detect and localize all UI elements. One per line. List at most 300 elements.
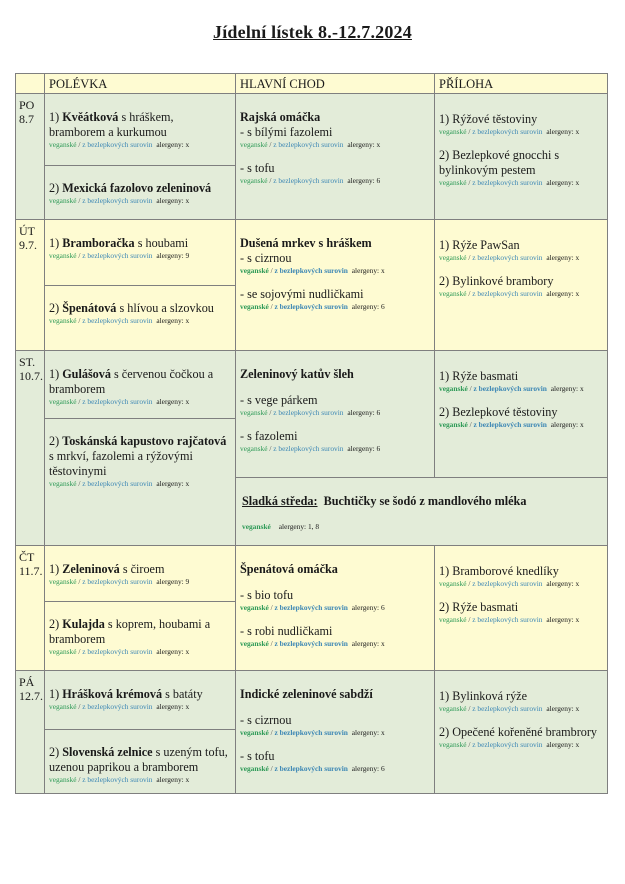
soup-cell (44, 729, 236, 794)
allergens-prefix: alergeny: (347, 444, 377, 453)
allergens (154, 577, 189, 586)
allergens-prefix: alergeny: (156, 251, 186, 260)
main-cell (235, 670, 435, 794)
dietary-meta (49, 577, 231, 587)
separator: / (267, 408, 272, 417)
dietary-meta (240, 140, 430, 150)
soup-number: 2) (49, 301, 60, 315)
allergens (154, 775, 189, 784)
side-item (439, 564, 603, 589)
main-variant (240, 125, 430, 150)
side-text: 1) Rýže PawSan (439, 238, 520, 252)
allergens-prefix: alergeny: (351, 639, 381, 648)
main-variant (240, 287, 430, 312)
soup-name: Špenátová (62, 301, 117, 315)
separator: / (76, 702, 81, 711)
side-item (439, 725, 603, 750)
side-text: 1) Bramborové knedlíky (439, 564, 559, 578)
allergens-value: x (575, 178, 580, 187)
dietary-meta (240, 639, 430, 649)
separator: / (76, 251, 81, 260)
gluten-free-label: z bezlepkových surovin (472, 178, 543, 187)
allergens (345, 140, 380, 149)
allergens-value: x (575, 740, 580, 749)
side-cell (434, 670, 608, 794)
separator: / (466, 704, 471, 713)
gluten-free-label: z bezlepkových surovin (273, 140, 344, 149)
separator: / (76, 196, 81, 205)
allergens-prefix: alergeny: (156, 702, 186, 711)
soup-number: 1) (49, 236, 60, 250)
vegan-label: veganské (240, 728, 269, 737)
dietary-meta (49, 479, 231, 489)
allergens-prefix: alergeny: (351, 302, 381, 311)
day-name: PO (19, 98, 35, 112)
allergens-prefix: alergeny: (156, 775, 186, 784)
allergens-value: x (380, 639, 385, 648)
main-cell (235, 219, 435, 351)
dietary-meta (439, 704, 603, 714)
main-variant-text: - s cizrnou (240, 713, 292, 727)
vegan-label: veganské (240, 603, 269, 612)
side-cell (434, 350, 608, 478)
soup-dish (49, 617, 231, 647)
vegan-label: veganské (49, 397, 77, 406)
side-cell (434, 219, 608, 351)
separator: / (76, 316, 81, 325)
day-date: 8.7 (19, 112, 34, 126)
soup-dish (49, 236, 231, 251)
main-variant (240, 429, 430, 454)
vegan-label: veganské (240, 444, 268, 453)
header-corner (15, 73, 45, 94)
separator: / (466, 740, 471, 749)
gluten-free-label: z bezlepkových surovin (82, 140, 153, 149)
sweet-label: Sladká středa: (242, 494, 318, 508)
soup-description: s houbami (134, 236, 189, 250)
separator: / (267, 140, 272, 149)
allergens-prefix: alergeny: (550, 384, 580, 393)
main-variant-text: - s tofu (240, 749, 275, 763)
main-dish-title: Dušená mrkev s hráškem (240, 236, 372, 250)
allergens (549, 384, 584, 393)
dietary-meta (439, 420, 603, 430)
side-text: 2) Bezlepkové gnocchi s bylinkovým pestem (439, 148, 560, 177)
dietary-meta (240, 266, 430, 276)
vegan-label: veganské (49, 251, 77, 260)
gluten-free-label: z bezlepkových surovin (274, 266, 348, 275)
soup-dish (49, 110, 231, 140)
vegan-label: veganské (240, 639, 269, 648)
day-cell (15, 219, 45, 351)
separator: / (76, 397, 81, 406)
vegan-label: veganské (240, 266, 269, 275)
dietary-meta (240, 728, 430, 738)
day-name: ÚT (19, 224, 35, 238)
side-item (439, 369, 603, 394)
dietary-meta (439, 384, 603, 394)
gluten-free-label: z bezlepkových surovin (473, 420, 547, 429)
separator: / (268, 639, 273, 648)
vegan-label: veganské (49, 702, 77, 711)
allergens-value: 6 (380, 302, 385, 311)
main-variant (240, 588, 430, 613)
allergens-prefix: alergeny: (546, 579, 576, 588)
main-variant (240, 161, 430, 186)
vegan-label: veganské (240, 176, 268, 185)
allergens-prefix: alergeny: (156, 397, 186, 406)
allergens-prefix: alergeny: (156, 140, 186, 149)
allergens-value: 6 (380, 603, 385, 612)
day-date: 10.7. (19, 369, 43, 383)
allergens-value: x (185, 316, 190, 325)
dietary-meta (49, 316, 231, 326)
vegan-label: veganské (49, 775, 77, 784)
allergens-prefix: alergeny: (546, 615, 576, 624)
allergens-prefix: alergeny: (351, 603, 381, 612)
gluten-free-label: z bezlepkových surovin (273, 408, 344, 417)
allergens-prefix: alergeny: (347, 408, 377, 417)
side-item (439, 148, 603, 188)
allergens (350, 728, 385, 737)
side-cell (434, 93, 608, 220)
soup-cell (44, 165, 236, 220)
main-variant (240, 749, 430, 774)
allergens (350, 639, 385, 648)
vegan-label: veganské (439, 579, 467, 588)
main-variant-text: - s cizrnou (240, 251, 292, 265)
side-cell (434, 545, 608, 671)
gluten-free-label: z bezlepkových surovin (472, 127, 543, 136)
allergens-prefix: alergeny: (546, 704, 576, 713)
allergens-value: x (185, 775, 190, 784)
soup-cell (44, 601, 236, 671)
main-variant-text: - s robi nudličkami (240, 624, 333, 638)
allergens-prefix: alergeny: (156, 316, 186, 325)
allergens-value: x (575, 127, 580, 136)
allergens (154, 479, 189, 488)
soup-dish (49, 687, 231, 702)
gluten-free-label: z bezlepkových surovin (472, 253, 543, 262)
dietary-meta (439, 579, 603, 589)
gluten-free-label: z bezlepkových surovin (82, 251, 153, 260)
soup-number: 1) (49, 110, 60, 124)
gluten-free-label: z bezlepkových surovin (82, 397, 153, 406)
soup-description: s červenou čočkou a bramborem (49, 367, 214, 396)
dietary-meta (240, 764, 430, 774)
allergens (154, 140, 189, 149)
soup-name: Gulášová (62, 367, 111, 381)
soup-description: s čiroem (119, 562, 165, 576)
allergens-value: x (185, 140, 190, 149)
allergens-value: x (185, 647, 190, 656)
allergens (350, 603, 385, 612)
soup-name: Kvěátková (62, 110, 119, 124)
day-date: 9.7. (19, 238, 37, 252)
allergens-value: x (185, 479, 190, 488)
allergens-prefix: alergeny: (156, 196, 186, 205)
gluten-free-label: z bezlepkových surovin (472, 615, 543, 624)
gluten-free-label: z bezlepkových surovin (274, 603, 348, 612)
day-date: 12.7. (19, 689, 43, 703)
soup-name: Slovenská zelnice (62, 745, 153, 759)
sweet-meta (242, 522, 601, 532)
separator: / (466, 127, 471, 136)
side-item (439, 405, 603, 430)
allergens-prefix: alergeny: (546, 178, 576, 187)
allergens (544, 740, 579, 749)
allergens (544, 178, 579, 187)
separator: / (76, 775, 81, 784)
main-variant (240, 624, 430, 649)
soup-name: Zeleninová (62, 562, 120, 576)
gluten-free-label: z bezlepkových surovin (274, 639, 348, 648)
soup-number: 2) (49, 181, 60, 195)
main-dish-title: Špenátová omáčka (240, 562, 338, 576)
main-variant (240, 713, 430, 738)
sweet-wednesday-cell (235, 477, 608, 546)
header-side: PŘÍLOHA (434, 73, 608, 94)
separator: / (76, 479, 81, 488)
soup-cell (44, 545, 236, 602)
allergens-value: x (380, 728, 385, 737)
header-soup: POLÉVKA (44, 73, 236, 94)
soup-dish (49, 434, 231, 479)
vegan-label: veganské (439, 420, 468, 429)
allergens-prefix: alergeny: (347, 140, 377, 149)
allergens (154, 397, 189, 406)
soup-number: 1) (49, 367, 60, 381)
gluten-free-label: z bezlepkových surovin (273, 444, 344, 453)
allergens-prefix: alergeny: (351, 764, 381, 773)
soup-description: s uzeným tofu, uzenou paprikou a bramborem (49, 745, 228, 774)
soup-description: s batáty (162, 687, 203, 701)
side-text: 1) Rýže basmati (439, 369, 519, 383)
vegan-label: veganské (242, 522, 271, 531)
allergens-value: x (185, 196, 190, 205)
soup-dish (49, 301, 231, 316)
allergens-value: 6 (376, 176, 381, 185)
vegan-label: veganské (240, 764, 269, 773)
separator: / (76, 577, 81, 586)
side-item (439, 112, 603, 137)
soup-name: Mexická fazolovo zeleninová (62, 181, 212, 195)
allergens-prefix: alergeny: (546, 740, 576, 749)
allergens (154, 647, 189, 656)
separator: / (466, 253, 471, 262)
soup-cell (44, 93, 236, 166)
gluten-free-label: z bezlepkových surovin (472, 289, 543, 298)
separator: / (467, 420, 472, 429)
allergens (350, 266, 385, 275)
main-dish-title: Indické zeleninové sabdží (240, 687, 373, 701)
allergens (345, 444, 380, 453)
soup-number: 1) (49, 562, 60, 576)
vegan-label: veganské (439, 704, 467, 713)
separator: / (466, 289, 471, 298)
vegan-label: veganské (439, 253, 467, 262)
main-variant-text: - s bio tofu (240, 588, 294, 602)
allergens-value: 9 (185, 251, 190, 260)
soup-description: s hráškem, bramborem a kurkumou (49, 110, 174, 139)
soup-name: Hrášková krémová (62, 687, 163, 701)
dietary-meta (439, 253, 603, 263)
main-cell (235, 93, 435, 220)
dietary-meta (439, 178, 603, 188)
allergens (544, 579, 579, 588)
soup-number: 2) (49, 434, 60, 448)
allergens (350, 764, 385, 773)
soup-number: 2) (49, 745, 60, 759)
sweet-dish: Buchtičky se šodó z mandlového mléka (323, 494, 527, 508)
side-text: 2) Bezlepkové těstoviny (439, 405, 558, 419)
gluten-free-label: z bezlepkových surovin (274, 302, 348, 311)
soup-description: s koprem, houbami a bramborem (49, 617, 211, 646)
dietary-meta (49, 702, 231, 712)
separator: / (466, 579, 471, 588)
vegan-label: veganské (439, 740, 467, 749)
gluten-free-label: z bezlepkových surovin (82, 316, 153, 325)
allergens-value: 6 (376, 444, 381, 453)
dietary-meta (49, 251, 231, 261)
dietary-meta (240, 603, 430, 613)
soup-number: 2) (49, 617, 60, 631)
soup-dish (49, 181, 231, 196)
main-variant-text: - s bílými fazolemi (240, 125, 333, 139)
page-title: Jídelní lístek 8.-12.7.2024 (213, 22, 412, 42)
vegan-label: veganské (49, 577, 77, 586)
separator: / (76, 140, 81, 149)
vegan-label: veganské (49, 316, 77, 325)
allergens-value: x (575, 253, 580, 262)
gluten-free-label: z bezlepkových surovin (274, 728, 348, 737)
separator: / (467, 384, 472, 393)
day-cell (15, 93, 45, 220)
gluten-free-label: z bezlepkových surovin (472, 740, 543, 749)
side-text: 2) Rýže basmati (439, 600, 519, 614)
soup-cell (44, 350, 236, 419)
day-cell (15, 545, 45, 671)
dietary-meta (49, 196, 231, 206)
allergens-value: 6 (380, 764, 385, 773)
side-text: 1) Bylinková rýže (439, 689, 527, 703)
gluten-free-label: z bezlepkových surovin (273, 176, 344, 185)
main-cell (235, 545, 435, 671)
dietary-meta (439, 289, 603, 299)
vegan-label: veganské (439, 289, 467, 298)
vegan-label: veganské (439, 615, 467, 624)
dietary-meta (439, 615, 603, 625)
allergens-prefix: alergeny: (347, 176, 377, 185)
vegan-label: veganské (49, 140, 77, 149)
side-item (439, 274, 603, 299)
day-name: PÁ (19, 675, 35, 689)
allergens-prefix: alergeny: (156, 647, 186, 656)
allergens (544, 289, 579, 298)
allergens-value: x (380, 266, 385, 275)
allergens-prefix: alergeny: (546, 127, 576, 136)
main-dish-title: Zeleninový katův šleh (240, 367, 354, 381)
allergens-prefix: alergeny: (550, 420, 580, 429)
dietary-meta (49, 397, 231, 407)
vegan-label: veganské (439, 127, 467, 136)
day-name: ST. (19, 355, 36, 369)
allergens-prefix: alergeny: (351, 266, 381, 275)
soup-dish (49, 745, 231, 775)
main-variant (240, 251, 430, 276)
separator: / (268, 764, 273, 773)
side-text: 2) Bylinkové brambory (439, 274, 554, 288)
allergens (350, 302, 385, 311)
soup-cell (44, 418, 236, 546)
allergens (154, 702, 189, 711)
vegan-label: veganské (49, 196, 77, 205)
gluten-free-label: z bezlepkových surovin (274, 764, 348, 773)
vegan-label: veganské (240, 408, 268, 417)
allergens: alergeny: 1, 8 (278, 522, 320, 531)
day-cell (15, 350, 45, 546)
allergens (544, 253, 579, 262)
gluten-free-label: z bezlepkových surovin (82, 775, 153, 784)
soup-name: Toskánská kapustovo rajčatová (62, 434, 227, 448)
soup-cell (44, 285, 236, 351)
allergens-prefix: alergeny: (351, 728, 381, 737)
soup-name: Kulajda (62, 617, 105, 631)
allergens (345, 176, 380, 185)
main-dish-title: Rajská omáčka (240, 110, 321, 124)
gluten-free-label: z bezlepkových surovin (82, 702, 153, 711)
dietary-meta (439, 127, 603, 137)
separator: / (466, 615, 471, 624)
allergens (154, 196, 189, 205)
allergens (544, 615, 579, 624)
gluten-free-label: z bezlepkových surovin (473, 384, 547, 393)
allergens-prefix: alergeny: (546, 253, 576, 262)
vegan-label: veganské (439, 178, 467, 187)
allergens-value: x (185, 397, 190, 406)
separator: / (76, 647, 81, 656)
separator: / (267, 444, 272, 453)
main-variant-text: - s vege párkem (240, 393, 318, 407)
separator: / (268, 302, 273, 311)
gluten-free-label: z bezlepkových surovin (472, 579, 543, 588)
dietary-meta (49, 140, 231, 150)
soup-dish (49, 367, 231, 397)
allergens-prefix: alergeny: (156, 577, 186, 586)
allergens-value: x (579, 384, 584, 393)
allergens-value: x (575, 615, 580, 624)
day-name: ČT (19, 550, 35, 564)
side-item (439, 600, 603, 625)
soup-description: s hlívou a slzovkou (116, 301, 214, 315)
allergens-value: x (579, 420, 584, 429)
allergens-value: 6 (376, 408, 381, 417)
side-item (439, 689, 603, 714)
main-variant-text: - s fazolemi (240, 429, 298, 443)
header-main: HLAVNÍ CHOD (235, 73, 435, 94)
gluten-free-label: z bezlepkových surovin (82, 577, 153, 586)
side-text: 2) Opečené kořeněné brambrory (439, 725, 598, 739)
allergens (544, 127, 579, 136)
day-cell (15, 670, 45, 794)
side-item (439, 238, 603, 263)
dietary-meta (240, 176, 430, 186)
gluten-free-label: z bezlepkových surovin (82, 647, 153, 656)
allergens (154, 316, 189, 325)
separator: / (268, 728, 273, 737)
dietary-meta (49, 775, 231, 785)
side-text: 1) Rýžové těstoviny (439, 112, 538, 126)
